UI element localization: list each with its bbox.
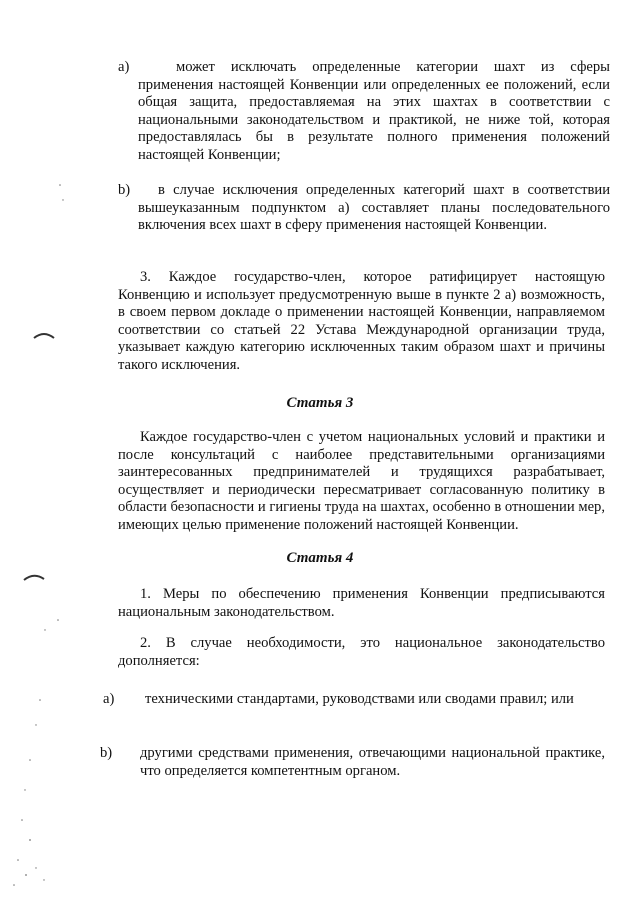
- item-marker: a): [103, 691, 115, 707]
- item-marker: a): [118, 59, 130, 75]
- item-marker: b): [118, 182, 131, 198]
- art2-item-b: [118, 182, 610, 235]
- item-text: техническими стандартами, руководствами или сводами правил; или: [145, 691, 574, 707]
- item-text: может исключать определенные категории шахт из сферы применения настоящей Конвенции или определенных ее положений, если общая защита, предоставляемая на этих шахтах в соответствии с национальными законодательством и практикой, не ниже той, которая предоставлялась бы в результате полного применения положений настоящей Конвенции;: [138, 59, 610, 163]
- art2-paragraph-3: 3. Каждое государство-член, которое ратифицирует настоящую Конвенцию и использует предусмотренную выше в пункте 2 а) возможность, в своем первом докладе о применении настоящей Конвенции, направляемом соответствии со статьей 22 Устава Международной организации труда, указывает каждую категорию исключенных таким образом шахт и причины такого исключения.: [118, 269, 605, 373]
- item-text: другими средствами применения, отвечающими национальной практике, что определяется компетентным органом.: [140, 745, 605, 779]
- article-4-paragraph-1: 1. Меры по обеспечению применения Конвенции предписываются национальным законодательством.: [118, 586, 605, 620]
- article-3-heading: Статья 3: [286, 395, 354, 411]
- item-marker: b): [100, 745, 113, 761]
- article-4-paragraph-2: 2. В случае необходимости, это национальное законодательство дополняется:: [118, 635, 605, 669]
- item-text: в случае исключения определенных категорий шахт в соответствии вышеуказанным подпунктом а) составляет планы последовательного включения всех шахт в сферу применения настоящей Конвенции.: [138, 182, 610, 234]
- article-4-heading: Статья 4: [286, 550, 354, 566]
- scan-marks: [0, 0, 70, 905]
- art4-item-b: [100, 745, 605, 780]
- article-3-text: Каждое государство-член с учетом национальных условий и практики и после консультаций с наиболее представительными организациями заинтересованных предпринимателей и трудящихся разрабатывает, осуществляет и периодически пересматривает согласованную политику в области безопасности и гигиены труда на шахтах, особенно в отношении мер, имеющих целью применение положений настоящей Конвенции.: [118, 429, 605, 533]
- art2-item-a: [118, 59, 610, 165]
- art4-item-a: [103, 691, 605, 709]
